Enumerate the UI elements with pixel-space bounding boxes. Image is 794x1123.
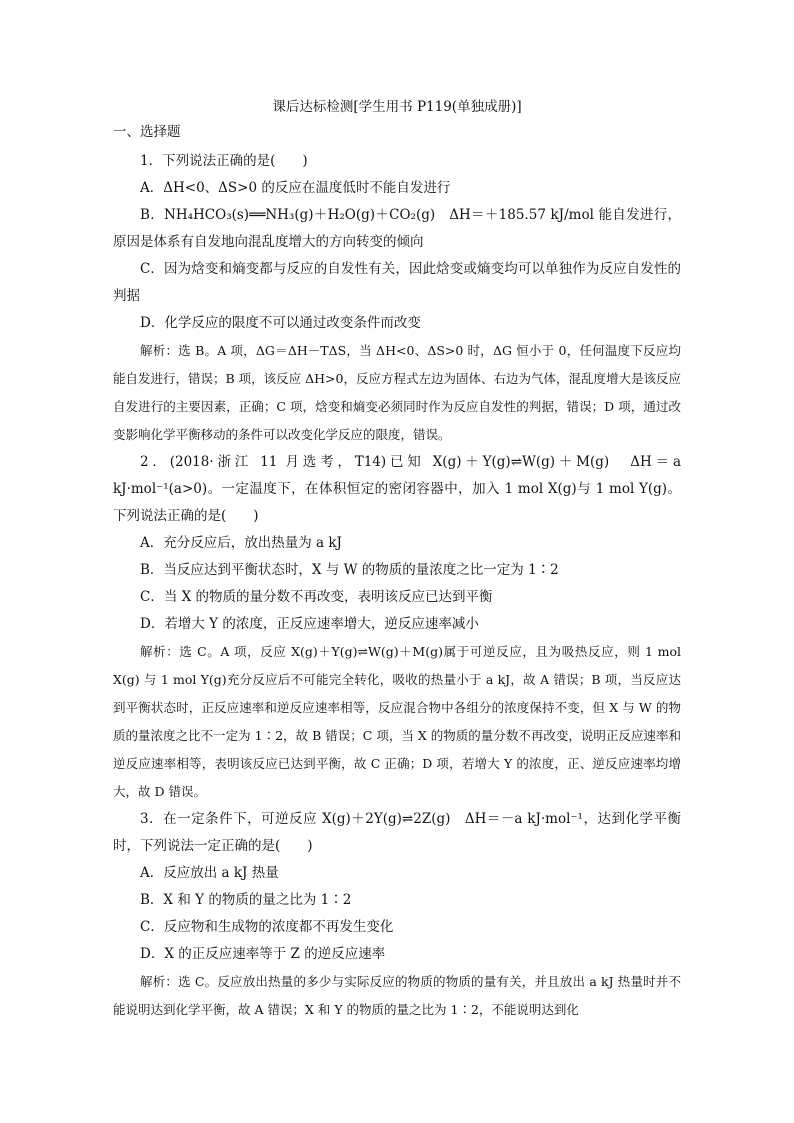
option-c: C．反应物和生成物的浓度都不再发生变化 bbox=[140, 919, 394, 935]
option-c: C．因为焓变和熵变都与反应的自发性有关，因此焓变或熵变均可以单独作为反应自发性的判据 bbox=[113, 261, 681, 304]
option-b: B．X 和 Y 的物质的量之比为 1∶2 bbox=[140, 892, 352, 908]
question-1 bbox=[113, 148, 681, 449]
option-d: D．若增大 Y 的浓度，正反应速率增大，逆反应速率减小 bbox=[140, 616, 479, 632]
document-body bbox=[113, 122, 681, 1024]
option-c: C．当 X 的物质的量分数不再改变，表明该反应已达到平衡 bbox=[140, 589, 493, 605]
analysis-text: 解析：选 B。A 项，ΔG＝ΔH－TΔS，当 ΔH<0、ΔS>0 时，ΔG 恒小于 0，任何温度下反应均能自发进行，错误；B 项，该反应 ΔH>0，反应方程式左边为固体、右边为气体，混乱度增大是该反应自发进行的主要因素，正确；C 项，焓变和熵变必须同时作为反应自发性的判据，错误；D 项，通过改变影响化学平衡移动的条件可以改变化学反应的限度，错误。 bbox=[113, 343, 681, 442]
question-stem: 1．下列说法正确的是( ) bbox=[140, 153, 308, 169]
analysis-text: 解析：选 C。反应放出热量的多少与实际反应的物质的物质的量有关，并且放出 a kJ 热量时并不能说明达到化学平衡，故 A 错误；X 和 Y 的物质的量之比为 1∶2，不能说明达到化 bbox=[113, 974, 681, 1017]
option-b: B．当反应达到平衡状态时，X 与 W 的物质的量浓度之比一定为 1∶2 bbox=[140, 562, 559, 578]
question-stem: 3．在一定条件下，可逆反应 X(g)＋2Y(g)⇌2Z(g) ΔH＝－a kJ·mol⁻¹，达到化学平衡时，下列说法一定正确的是( ) bbox=[113, 811, 681, 854]
question-2 bbox=[113, 449, 681, 806]
option-d: D．X 的正反应速率等于 Z 的逆反应速率 bbox=[140, 946, 386, 962]
analysis-text: 解析：选 C。A 项，反应 X(g)＋Y(g)⇌W(g)＋M(g)属于可逆反应，且为吸热反应，则 1 mol X(g) 与 1 mol Y(g)充分反应后不可能完全转化，吸收的热量小于 a kJ，故 A 错误；B 项，当反应达到平衡状态时，正反应速率和逆反应速率相等，反应混合物中各组分的浓度保持不变，但 X 与 W 的物质的量浓度之比不一定为 1∶2，故 B 错误；C 项，当 X 的物质的量分数不再改变，说明正反应速率和逆反应速率相等，表明该反应已达到平衡，故 C 正确；D 项，若增大 Y 的浓度，正、逆反应速率均增大，故 D 错误。 bbox=[113, 644, 681, 799]
option-b: B．NH₄HCO₃(s)══NH₃(g)＋H₂O(g)＋CO₂(g) ΔH＝＋185.57 kJ/mol 能自发进行，原因是体系有自发地向混乱度增大的方向转变的倾向 bbox=[113, 207, 681, 250]
question-stem: 2．(2018·浙江 11 月选考，T14)已知 X(g)＋Y(g)⇌W(g)＋M(g) ΔH＝a kJ·mol⁻¹(a>0)。一定温度下，在体积恒定的密闭容器中，加入 1 mol X(g)与 1 mol Y(g)。下列说法正确的是( ) bbox=[113, 454, 681, 524]
option-a: A．充分反应后，放出热量为 a kJ bbox=[140, 535, 342, 551]
question-3 bbox=[113, 806, 681, 1024]
option-a: A．ΔH<0、ΔS>0 的反应在温度低时不能自发进行 bbox=[140, 180, 451, 196]
option-d: D．化学反应的限度不可以通过改变条件而改变 bbox=[140, 315, 421, 331]
page-title: 课后达标检测[学生用书 P119(单独成册)] bbox=[272, 99, 522, 115]
section-heading: 一、选择题 bbox=[113, 124, 181, 140]
option-a: A．反应放出 a kJ 热量 bbox=[140, 865, 279, 881]
